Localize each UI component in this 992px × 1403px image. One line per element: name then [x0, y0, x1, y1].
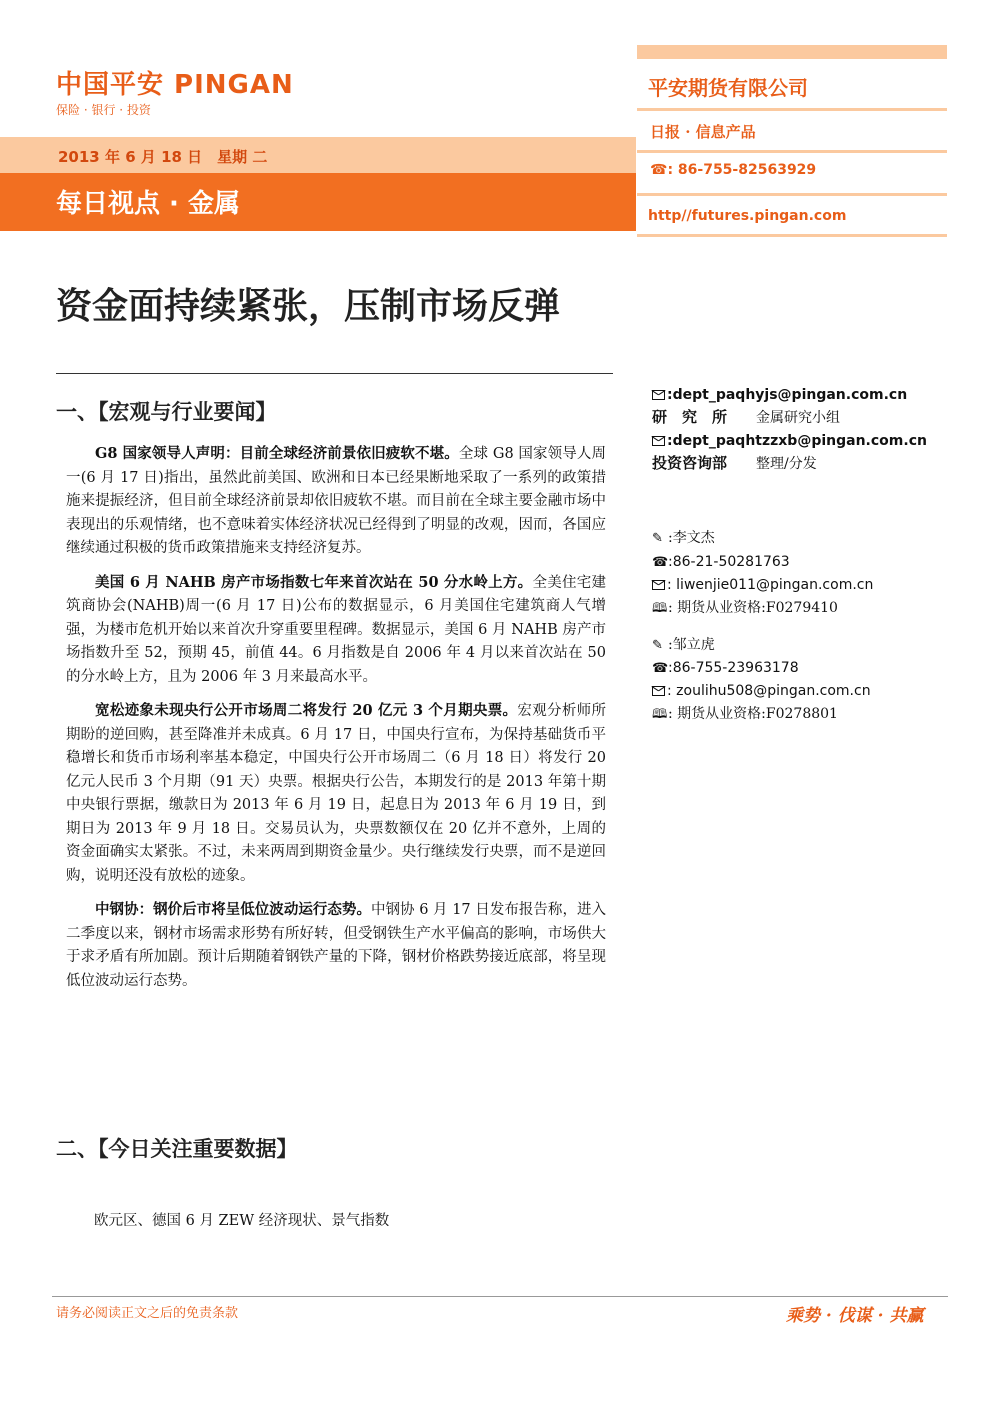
email-text: :dept_paqhyjs@pingan.com.cn — [667, 387, 908, 403]
research-dept — [652, 407, 840, 428]
analyst-license — [652, 704, 838, 725]
pen-icon: ✎ — [652, 638, 663, 653]
footer-slogan: 乘势 · 伐谋 · 共赢 — [786, 1306, 924, 1326]
pingan-logo — [56, 70, 316, 120]
consult-email[interactable] — [652, 431, 927, 451]
analyst-email[interactable] — [652, 681, 871, 701]
phone-icon: ☎ — [652, 555, 669, 570]
panel-divider — [637, 150, 947, 153]
section-title: 每日视点 · 金属 — [56, 189, 240, 219]
panel-top-bar — [637, 45, 947, 59]
news-body — [66, 442, 606, 1003]
news-paragraph — [66, 442, 606, 561]
company-phone: ☎: 86-755-82563929 — [650, 162, 817, 178]
headline: 资金面持续紧张，压制市场反弹 — [56, 286, 561, 327]
analyst-email[interactable] — [652, 575, 873, 595]
analyst-phone — [652, 658, 799, 679]
envelope-icon — [652, 580, 665, 590]
analyst-phone-text: :86-21-50281763 — [668, 554, 790, 570]
analyst-license-text: : 期货从业资格:F0279410 — [668, 600, 838, 616]
analyst-name-text: :邹立虎 — [668, 637, 715, 653]
news-lead: 中钢协：钢价后市将呈低位波动运行态势。 — [95, 901, 371, 918]
news-paragraph — [66, 571, 606, 690]
product-type: 日报 · 信息产品 — [650, 123, 756, 141]
dept-label: 投资咨询部 — [652, 454, 728, 472]
news-paragraph — [66, 898, 606, 993]
news-text: 全美住宅建筑商协会(NAHB)周一(6 月 17 日)公布的数据显示，6 月美国住宅建筑商人气增强，为楼市危机开始以来首次升穿重要里程碑。数据显示，美国 6 月 NAHB 房产市场指数升至 52，预期 45，前值 44。6 月指数是自 2006 年 4 月以来首次站在 50 的分水岭上方，且为 2006 年 3 月来最高水平。 — [66, 574, 606, 685]
analyst-name — [652, 528, 715, 549]
news-lead: 美国 6 月 NAHB 房产市场指数七年来首次站在 50 分水岭上方。 — [95, 573, 533, 591]
analyst-license-text: : 期货从业资格:F0278801 — [668, 706, 838, 722]
section-heading-data: 二、【今日关注重要数据】 — [56, 1137, 298, 1161]
panel-divider — [637, 234, 947, 237]
company-url[interactable]: http//futures.pingan.com — [648, 208, 847, 224]
consult-dept — [652, 453, 817, 474]
phone-icon: ☎ — [652, 661, 669, 676]
dept-value: 金属研究小组 — [756, 410, 840, 426]
news-text: 全球 G8 国家领导人周一(6 月 17 日)指出，虽然此前美国、欧洲和日本已经果断地采取了一系列的政策措施来提振经济，但目前全球经济前景却依旧疲软不堪。而目前在全球主要金融市场中表现出的乐观情绪，也不意味着实体经济状况已经得到了明显的改观，因而，各国应继续通过积极的货币政策措施来支持经济复苏。 — [66, 446, 606, 556]
dept-label: 研 究 所 — [652, 408, 728, 426]
envelope-icon — [652, 390, 665, 400]
report-date: 2013 年 6 月 18 日 星期 二 — [58, 148, 268, 166]
key-data-item: 欧元区、德国 6 月 ZEW 经济现状、景气指数 — [94, 1213, 390, 1229]
news-lead: G8 国家领导人声明：目前全球经济前景依旧疲软不堪。 — [95, 445, 459, 462]
analyst-name — [652, 635, 715, 656]
pen-icon: ✎ — [652, 531, 663, 546]
analyst-email-text: : liwenjie011@pingan.com.cn — [667, 577, 874, 593]
panel-divider — [637, 108, 947, 111]
news-paragraph — [66, 699, 606, 888]
title-rule — [56, 373, 613, 374]
analyst-phone — [652, 552, 790, 573]
analyst-license — [652, 598, 838, 619]
envelope-icon — [652, 436, 665, 446]
news-lead: 宽松迹象未现央行公开市场周二将发行 20 亿元 3 个月期央票。 — [95, 702, 518, 719]
book-icon: 🕮 — [652, 707, 668, 722]
email-text: :dept_paqhtzzxb@pingan.com.cn — [667, 433, 927, 449]
dept-value: 整理/分发 — [756, 456, 817, 472]
section-heading-macro: 一、【宏观与行业要闻】 — [56, 400, 277, 424]
analyst-email-text: : zoulihu508@pingan.com.cn — [667, 683, 871, 699]
logo-subtext: 保险 · 银行 · 投资 — [56, 103, 151, 117]
company-name: 平安期货有限公司 — [648, 76, 808, 100]
news-text: 宏观分析师所期盼的逆回购，甚至降准并未成真。6 月 17 日，中国央行宣布，为保持基础货币平稳增长和货币市场利率基本稳定，中国央行公开市场周二（6 月 18 日）将发行 20 亿元人民币 3 个月期（91 天）央票。根据央行公告，本期发行的是 2013 年第十期中央银行票据，缴款日为 2013 年 6 月 19 日，起息日为 2013 年 6 月 19 日，到期日为 2013 年 9 月 18 日。交易员认为，央票数额仅在 20 亿并不意外，上周的资金面确实太紧张。不过，未来两周到期资金量少。央行继续发行央票，而不是逆回购，说明还没有放松的迹象。 — [66, 703, 606, 884]
research-email[interactable] — [652, 385, 907, 405]
news-text: 中钢协 6 月 17 日发布报告称，进入二季度以来，钢材市场需求形势有所好转，但受钢铁生产水平偏高的影响，市场供大于求矛盾有所加剧。预计后期随着钢铁产量的下降，钢材价格跌势接近底部，将呈现低位波动运行态势。 — [66, 902, 606, 989]
analyst-name-text: :李文杰 — [668, 530, 715, 546]
book-icon: 🕮 — [652, 601, 668, 616]
disclaimer-notice: 请务必阅读正文之后的免责条款 — [56, 1306, 239, 1321]
panel-divider — [637, 193, 947, 196]
analyst-phone-text: :86-755-23963178 — [668, 660, 799, 676]
envelope-icon — [652, 686, 665, 696]
footer-rule — [52, 1296, 948, 1297]
logo-text: 中国平安 PINGAN — [56, 70, 294, 100]
